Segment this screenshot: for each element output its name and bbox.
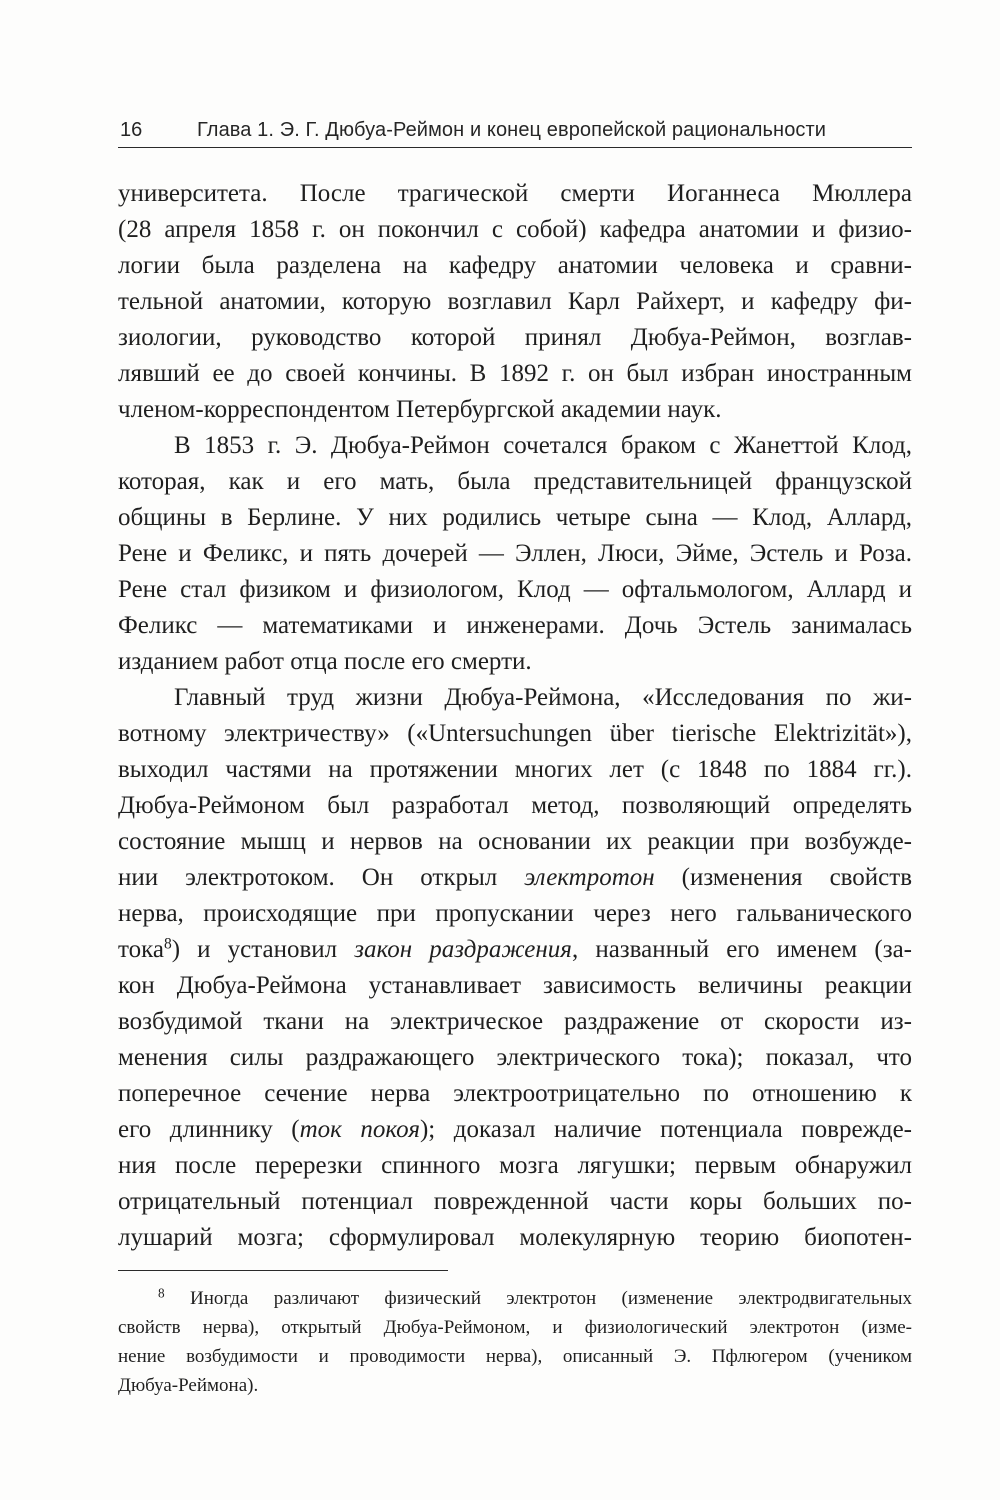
text-line: Главный труд жизни Дюбуа-Реймона, «Исследования по жи- xyxy=(174,684,912,711)
text-line: (28 апреля 1858 г. он покончил с собой) кафедра анатомии и физио- xyxy=(118,216,912,243)
running-title: Глава 1. Э. Г. Дюбуа-Реймон и конец европейской рациональности xyxy=(197,119,827,141)
paragraph xyxy=(118,176,912,428)
text-line: выходил частями на протяжении многих лет (с 1848 по 1884 гг.). xyxy=(118,756,912,783)
text-line: которая, как и его мать, была представительницей французской xyxy=(118,468,912,495)
text-line: университета. После трагической смерти Иоганнеса Мюллера xyxy=(118,180,912,207)
text-segment: нии электротоком. Он открыл xyxy=(118,864,525,891)
text-segment: ) и установил xyxy=(171,936,355,963)
text-segment: его длиннику ( xyxy=(118,1116,300,1143)
text-line: состояние мышц и нервов на основании их реакции при возбужде- xyxy=(118,828,912,855)
footnote-reference[interactable]: 8 xyxy=(163,935,172,953)
footnote-marker: 8 xyxy=(158,1285,165,1301)
page-number: 16 xyxy=(120,119,143,141)
footnote-line xyxy=(118,1284,912,1313)
text-line: изданием работ отца после его смерти. xyxy=(118,648,532,675)
text-line xyxy=(118,1112,912,1148)
paragraph xyxy=(118,680,912,1256)
italic-term: электротон xyxy=(524,864,655,891)
text-line: Рене стал физиком и физиологом, Клод — офтальмологом, Аллард и xyxy=(118,576,912,603)
footnote xyxy=(118,1284,912,1400)
text-line: лявший ее до своей кончины. В 1892 г. он был избран иностранным xyxy=(118,360,912,387)
text-line: ния после перерезки спинного мозга лягушки; первым обнаружил xyxy=(118,1152,912,1179)
running-header xyxy=(118,114,912,146)
text-line xyxy=(118,860,912,896)
text-line: вотному электричеству» («Untersuchungen über tierische Elektrizität»), xyxy=(118,720,912,747)
text-line: нерва, происходящие при пропускании через него гальванического xyxy=(118,900,912,927)
body-text xyxy=(118,176,912,1256)
italic-term: закон раздражения xyxy=(354,936,572,963)
italic-term: ток покоя xyxy=(299,1116,420,1143)
text-line: логии была разделена на кафедру анатомии человека и сравни- xyxy=(118,252,912,279)
footnote-line: Дюбуа-Реймона). xyxy=(118,1375,259,1396)
text-line: лушарий мозга; сформулировал молекулярную теорию биопотен- xyxy=(118,1224,912,1251)
paragraph xyxy=(118,428,912,680)
footnote-line: свойств нерва), открытый Дюбуа-Реймоном, и физиологический электротон (изме- xyxy=(118,1317,912,1338)
text-line: В 1853 г. Э. Дюбуа-Реймон сочетался браком с Жанеттой Клод, xyxy=(174,432,912,459)
text-line xyxy=(118,932,912,968)
text-line: поперечное сечение нерва электроотрицательно по отношению к xyxy=(118,1080,912,1107)
text-segment: , названный его именем (за- xyxy=(571,936,913,963)
text-line: кон Дюбуа-Реймона устанавливает зависимость величины реакции xyxy=(118,972,912,999)
text-line: тельной анатомии, которую возглавил Карл Райхерт, и кафедру фи- xyxy=(118,288,912,315)
text-line: Дюбуа-Реймоном был разработал метод, позволяющий определять xyxy=(118,792,912,819)
text-segment: ); доказал наличие потенциала поврежде- xyxy=(419,1116,912,1143)
text-line: отрицательный потенциал поврежденной части коры больших по- xyxy=(118,1188,912,1215)
text-segment: (изменения свойств xyxy=(654,864,913,891)
text-line: возбудимой ткани на электрическое раздражение от скорости из- xyxy=(118,1008,912,1035)
footnote-line: нение возбудимости и проводимости нерва), описанный Э. Пфлюгером (учеником xyxy=(118,1346,912,1367)
text-line: Феликс — математиками и инженерами. Дочь Эстель занималась xyxy=(118,612,912,639)
footnote-divider xyxy=(118,1270,448,1271)
text-segment: тока xyxy=(118,936,164,963)
text-line: Рене и Феликс, и пять дочерей — Эллен, Люси, Эйме, Эстель и Роза. xyxy=(118,540,912,567)
footnote-text: Иногда различают физический электротон (изменение электродвигательных xyxy=(164,1288,912,1309)
text-line: менения силы раздражающего электрического тока); показал, что xyxy=(118,1044,912,1071)
header-divider xyxy=(118,147,912,148)
text-line: общины в Берлине. У них родились четыре сына — Клод, Аллард, xyxy=(118,504,912,531)
text-line: зиологии, руководство которой принял Дюбуа-Реймон, возглав- xyxy=(118,324,912,351)
text-line: членом-корреспондентом Петербургской академии наук. xyxy=(118,396,722,423)
